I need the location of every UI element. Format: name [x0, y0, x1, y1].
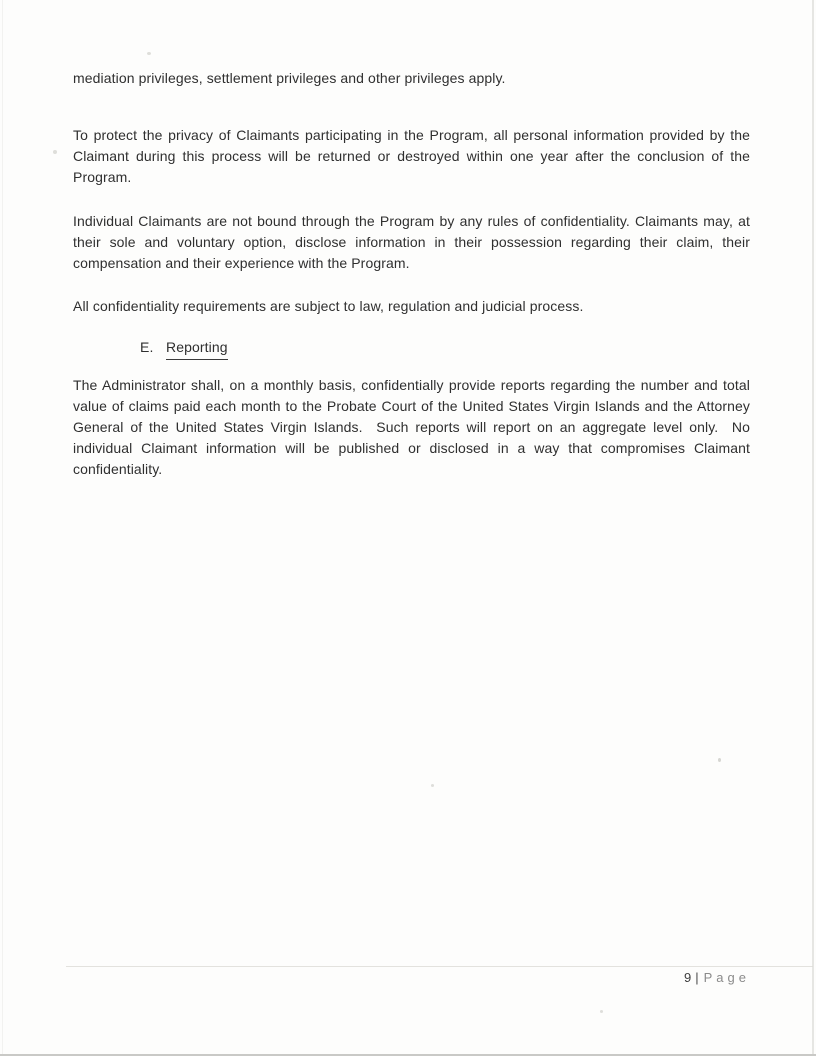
scan-speck	[431, 784, 434, 787]
scan-speck	[718, 758, 721, 762]
paragraph-privileges: mediation privileges, settlement privileges and other privileges apply.	[73, 70, 506, 86]
paragraph-reporting: The Administrator shall, on a monthly basis, confidentially provide reports regarding the number and total value of claims paid each month to the Probate Court of the United States Virgin Islands and the Attorney General of the United States Virgin Islands. Such reports will report on an aggregate level only. No individual Claimant information will be published or disclosed in a way that compromises Claimant confidentiality.	[73, 377, 754, 477]
heading-number: E.	[140, 339, 154, 355]
scan-edge-left	[2, 0, 3, 1056]
heading-title: Reporting	[166, 337, 228, 360]
page-footer	[684, 970, 750, 986]
paragraph-privacy: To protect the privacy of Claimants participating in the Program, all personal information provided by the Claimant during this process will be returned or destroyed within one year after the conclusion of the Program.	[73, 127, 754, 185]
paragraph-requirements: All confidentiality requirements are subject to law, regulation and judicial process.	[73, 298, 584, 314]
scan-speck	[147, 52, 151, 55]
footer-separator: |	[695, 970, 699, 985]
footer-page-label: Page	[703, 970, 750, 985]
scan-speck	[600, 1010, 603, 1013]
section-heading-reporting	[73, 337, 750, 360]
footer-separator-line	[66, 966, 813, 967]
document-body	[73, 68, 754, 480]
paragraph-disclosure: Individual Claimants are not bound through the Program by any rules of confidentiality. Claimants may, at their sole and voluntary option, disclose information in their possession regarding their claim, their compensation and their experience with the Program.	[73, 213, 754, 271]
scan-edge-right	[812, 0, 814, 1056]
footer-page-number: 9	[684, 970, 692, 985]
scan-speck	[53, 150, 57, 154]
